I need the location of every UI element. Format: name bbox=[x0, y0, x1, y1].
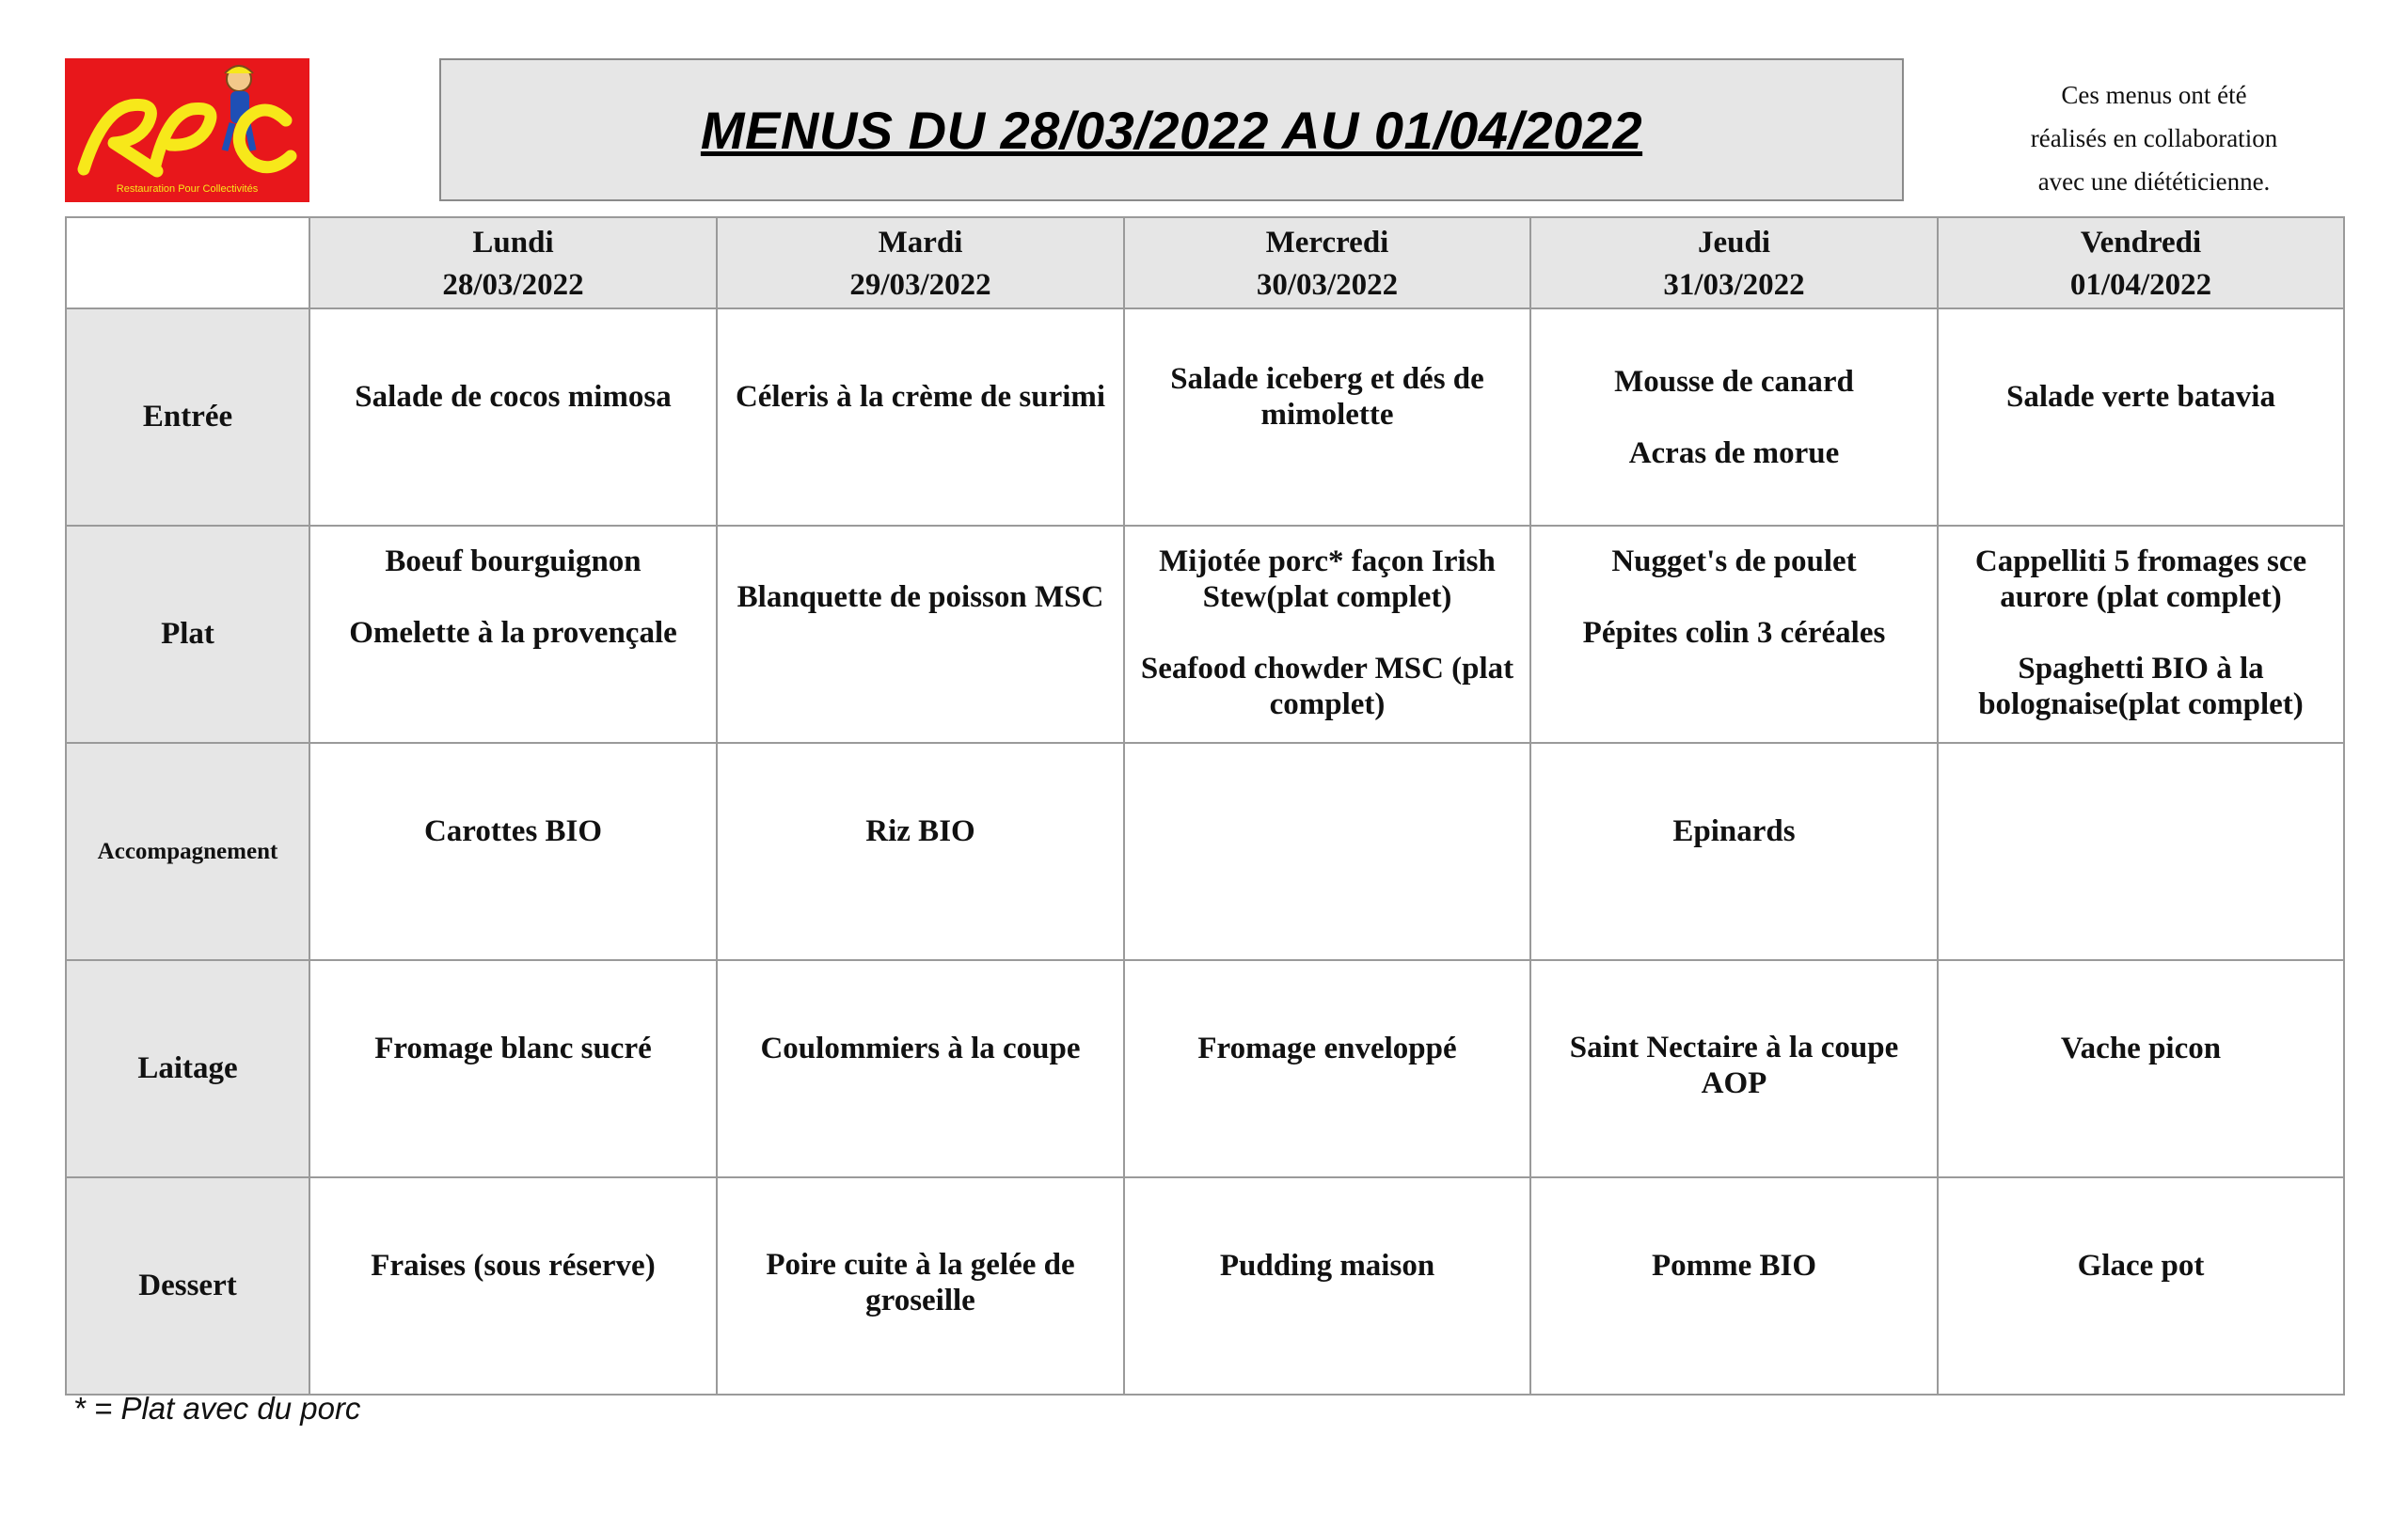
dish-item: Carottes BIO bbox=[423, 813, 603, 848]
dish-item: Riz BIO bbox=[865, 813, 975, 848]
dish-cell bbox=[1124, 960, 1530, 1177]
day-header-thursday bbox=[1530, 217, 1938, 308]
dish-cell bbox=[1530, 526, 1938, 743]
dish-cell-empty bbox=[1938, 743, 2344, 960]
dish-item: Céleris à la crème de surimi bbox=[735, 379, 1106, 414]
dish-item: Epinards bbox=[1672, 813, 1796, 848]
row-label: Plat bbox=[66, 526, 309, 743]
day-header-tuesday bbox=[717, 217, 1124, 308]
logo-subtitle: Restauration Pour Collectivités bbox=[116, 183, 259, 195]
day-name: Mardi bbox=[878, 226, 963, 260]
dish-item: Acras de morue bbox=[1628, 435, 1840, 470]
day-date: 30/03/2022 bbox=[1256, 268, 1399, 302]
dish-cell bbox=[717, 743, 1124, 960]
dietitian-note bbox=[1966, 73, 2342, 203]
dish-item: Mousse de canard bbox=[1614, 364, 1854, 399]
dish-item: Blanquette de poisson MSC bbox=[737, 579, 1104, 614]
dish-cell bbox=[309, 526, 717, 743]
day-name: Jeudi bbox=[1697, 226, 1771, 260]
dish-item: Poire cuite à la gelée de groseille bbox=[766, 1247, 1075, 1317]
dish-item: Cappelliti 5 fromages sce aurore (plat complet) bbox=[1974, 544, 2307, 614]
dish-item: Pomme BIO bbox=[1651, 1248, 1817, 1283]
day-name: Mercredi bbox=[1265, 226, 1389, 260]
note-line: réalisés en collaboration bbox=[2030, 124, 2278, 152]
title-box bbox=[439, 58, 1904, 201]
dish-item: Salade de cocos mimosa bbox=[355, 379, 672, 414]
dish-cell bbox=[1938, 308, 2344, 526]
dish-cell bbox=[1938, 526, 2344, 743]
menu-row-dessert bbox=[66, 1177, 2344, 1395]
rpc-logo-graphic bbox=[65, 58, 309, 202]
dish-cell bbox=[717, 1177, 1124, 1395]
note-line: Ces menus ont été bbox=[2061, 81, 2247, 109]
dish-item: Seafood chowder MSC (plat complet) bbox=[1140, 651, 1514, 721]
day-name: Vendredi bbox=[2080, 226, 2202, 260]
dish-cell bbox=[717, 308, 1124, 526]
day-header-monday bbox=[309, 217, 717, 308]
dish-cell bbox=[309, 960, 717, 1177]
dish-cell bbox=[1938, 960, 2344, 1177]
dish-item: Coulommiers à la coupe bbox=[760, 1031, 1081, 1065]
menu-table bbox=[65, 216, 2345, 1396]
dish-cell bbox=[1124, 526, 1530, 743]
dish-list bbox=[1545, 364, 1924, 471]
dish-cell bbox=[309, 308, 717, 526]
dish-item: Nugget's de poulet bbox=[1611, 544, 1857, 578]
dish-list bbox=[1545, 544, 1924, 651]
menu-row-accompagnement bbox=[66, 743, 2344, 960]
row-label: Laitage bbox=[66, 960, 309, 1177]
row-label: Accompagnement bbox=[66, 743, 309, 960]
dish-cell bbox=[1938, 1177, 2344, 1395]
header-corner bbox=[66, 217, 309, 308]
note-line: avec une diététicienne. bbox=[2037, 167, 2271, 196]
page-title: MENUS DU 28/03/2022 AU 01/04/2022 bbox=[700, 100, 1643, 160]
day-date: 28/03/2022 bbox=[442, 268, 584, 302]
dish-item: Vache picon bbox=[2060, 1031, 2222, 1065]
day-header-row bbox=[66, 217, 2344, 308]
dish-item: Saint Nectaire à la coupe AOP bbox=[1569, 1030, 1899, 1100]
dish-item: Boeuf bourguignon bbox=[385, 544, 642, 578]
dish-cell bbox=[1530, 960, 1938, 1177]
dish-cell bbox=[1530, 1177, 1938, 1395]
day-name: Lundi bbox=[472, 226, 554, 260]
dish-item: Fromage blanc sucré bbox=[374, 1031, 652, 1065]
dish-item: Mijotée porc* façon Irish Stew(plat complet) bbox=[1159, 544, 1496, 614]
dish-cell bbox=[1124, 308, 1530, 526]
dish-item: Pudding maison bbox=[1219, 1248, 1435, 1283]
menu-row-plat bbox=[66, 526, 2344, 743]
day-date: 29/03/2022 bbox=[849, 268, 991, 302]
pork-footnote: * = Plat avec du porc bbox=[73, 1391, 361, 1426]
dish-item: Salade iceberg et dés de mimolette bbox=[1170, 361, 1484, 432]
dish-cell bbox=[717, 960, 1124, 1177]
dish-item: Glace pot bbox=[2077, 1248, 2205, 1283]
row-label: Dessert bbox=[66, 1177, 309, 1395]
dish-list bbox=[1952, 544, 2330, 722]
dish-item: Spaghetti BIO à la bolognaise(plat complet) bbox=[1978, 651, 2304, 721]
dish-item: Fraises (sous réserve) bbox=[371, 1248, 656, 1283]
menu-row-entree bbox=[66, 308, 2344, 526]
rpc-logo bbox=[65, 58, 309, 202]
dish-cell bbox=[717, 526, 1124, 743]
day-date: 31/03/2022 bbox=[1663, 268, 1805, 302]
day-header-wednesday bbox=[1124, 217, 1530, 308]
dish-cell bbox=[309, 743, 717, 960]
dish-list bbox=[324, 544, 703, 651]
day-header-friday bbox=[1938, 217, 2344, 308]
dish-item: Omelette à la provençale bbox=[349, 615, 677, 650]
dish-cell bbox=[309, 1177, 717, 1395]
day-date: 01/04/2022 bbox=[2069, 268, 2212, 302]
row-label: Entrée bbox=[66, 308, 309, 526]
menu-row-laitage bbox=[66, 960, 2344, 1177]
dish-item: Pépites colin 3 céréales bbox=[1582, 615, 1886, 650]
dish-list bbox=[1138, 544, 1516, 722]
dish-cell-empty bbox=[1124, 743, 1530, 960]
dish-cell bbox=[1530, 308, 1938, 526]
dish-item: Fromage enveloppé bbox=[1197, 1031, 1457, 1065]
dish-cell bbox=[1530, 743, 1938, 960]
dish-cell bbox=[1124, 1177, 1530, 1395]
dish-item: Salade verte batavia bbox=[2006, 379, 2275, 414]
